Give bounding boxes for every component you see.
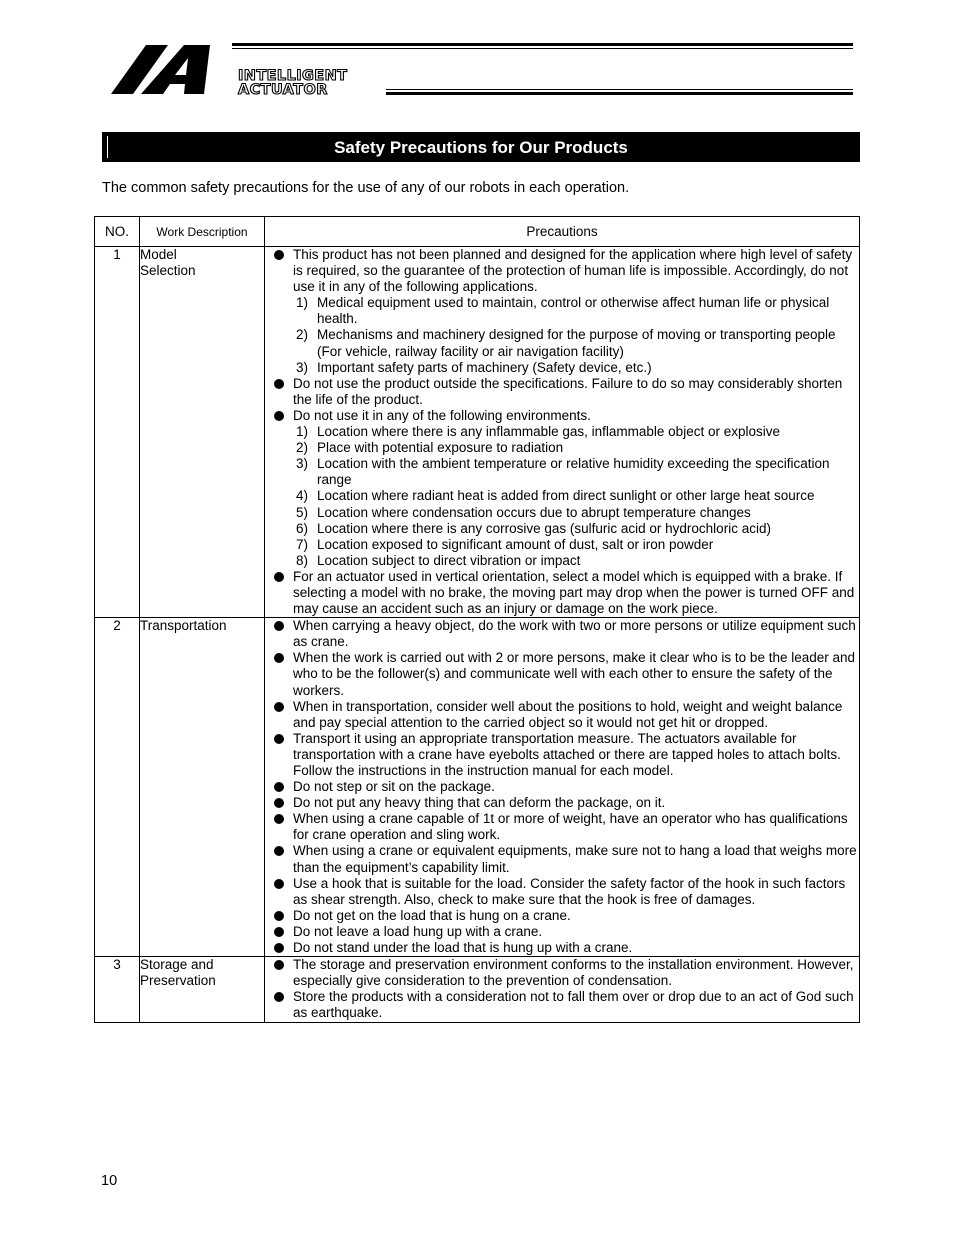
precautions-cell bbox=[265, 618, 860, 957]
bullet-dot-icon bbox=[274, 992, 284, 1002]
precaution-text: When in transportation, consider well about the positions to hold, weight and weight balance and pay special attention to the carried object so it would not get hit or dropped. bbox=[293, 698, 843, 730]
precaution-item bbox=[265, 618, 859, 650]
bullet-dot-icon bbox=[274, 621, 284, 631]
table-body bbox=[95, 247, 860, 1023]
page-number: 10 bbox=[101, 1173, 118, 1189]
table-row bbox=[95, 247, 860, 618]
precaution-text: The storage and preservation environment conforms to the installation environment. However, especially give consideration to the prevention of condensation. bbox=[293, 957, 854, 989]
logo-text-intelligent: INTELLIGENT bbox=[238, 68, 348, 84]
precaution-text: When using a crane or equivalent equipments, make sure not to hang a load that weighs more than the equipment’s capability limit. bbox=[293, 843, 857, 875]
precaution-text: Do not leave a load hung up with a crane. bbox=[293, 923, 543, 939]
row-number: 1 bbox=[95, 247, 140, 618]
subitem-number: 3) bbox=[296, 359, 309, 375]
work-description-cell bbox=[140, 247, 265, 618]
header-no: NO. bbox=[95, 217, 140, 247]
work-description-line: Transportation bbox=[140, 618, 227, 634]
intro-text: The common safety precautions for the use of any of our robots in each operation. bbox=[102, 180, 630, 196]
subitem-number: 3) bbox=[296, 456, 309, 472]
section-title-bar bbox=[102, 132, 860, 162]
precaution-subitem bbox=[265, 521, 859, 537]
table-row bbox=[95, 957, 860, 1022]
bullet-dot-icon bbox=[274, 943, 284, 953]
subitem-number: 7) bbox=[296, 536, 309, 552]
precaution-text: Do not step or sit on the package. bbox=[293, 779, 495, 795]
subitem-text: Location exposed to significant amount of dust, salt or iron powder bbox=[317, 536, 714, 552]
precaution-item bbox=[265, 408, 859, 424]
subitem-text: Location where radiant heat is added from direct sunlight or other large heat source bbox=[317, 488, 815, 504]
subitem-text: Location where there is any corrosive gas (sulfuric acid or hydrochloric acid) bbox=[317, 520, 771, 536]
precaution-item bbox=[265, 989, 859, 1021]
bullet-dot-icon bbox=[274, 411, 284, 421]
precautions-cell bbox=[265, 957, 860, 1022]
logo-text-actuator: ACTUATOR bbox=[238, 82, 328, 98]
subitem-number: 5) bbox=[296, 504, 309, 520]
bullet-dot-icon bbox=[274, 250, 284, 260]
precaution-subitem bbox=[265, 537, 859, 553]
bullet-dot-icon bbox=[274, 379, 284, 389]
precaution-text: Do not use the product outside the specifications. Failure to do so may considerably shorten the life of the product. bbox=[293, 375, 843, 407]
precaution-item bbox=[265, 650, 859, 698]
precaution-text: When using a crane capable of 1t or more of weight, have an operator who has qualifications for crane operation and sling work. bbox=[293, 811, 848, 843]
precaution-text: Transport it using an appropriate transportation measure. The actuators available for transportation with a crane have eyebolts attached or there are tapped holes to attach bolts. Follow the instructions in the instruction manual for each model. bbox=[293, 730, 841, 778]
precaution-item bbox=[265, 876, 859, 908]
subitem-text: Mechanisms and machinery designed for the purpose of moving or transporting people (For vehicle, railway facility or air navigation facility) bbox=[317, 327, 836, 359]
precaution-item bbox=[265, 940, 859, 956]
subitem-text: Important safety parts of machinery (Safety device, etc.) bbox=[317, 359, 652, 375]
bullet-dot-icon bbox=[274, 798, 284, 808]
precaution-subitem bbox=[265, 488, 859, 504]
subitem-number: 1) bbox=[296, 424, 309, 440]
precaution-item bbox=[265, 811, 859, 843]
precaution-text: Do not use it in any of the following environments. bbox=[293, 407, 591, 423]
precaution-text: When carrying a heavy object, do the work with two or more persons or utilize equipment such as crane. bbox=[293, 618, 856, 650]
bullet-dot-icon bbox=[274, 846, 284, 856]
subitem-text: Location with the ambient temperature or relative humidity exceeding the specification range bbox=[317, 456, 830, 488]
subitem-text: Medical equipment used to maintain, control or otherwise affect human life or physical health. bbox=[317, 295, 830, 327]
table-row bbox=[95, 618, 860, 957]
precaution-text: Do not get on the load that is hung on a crane. bbox=[293, 907, 571, 923]
precaution-item bbox=[265, 731, 859, 779]
row-number: 2 bbox=[95, 618, 140, 957]
precaution-item bbox=[265, 908, 859, 924]
precaution-subitem bbox=[265, 456, 859, 488]
precaution-text: Store the products with a consideration not to fall them over or drop due to an act of God such as earthquake. bbox=[293, 989, 854, 1021]
precaution-text: Do not stand under the load that is hung up with a crane. bbox=[293, 940, 633, 956]
subitem-number: 8) bbox=[296, 552, 309, 568]
work-description-line: Selection bbox=[140, 263, 196, 278]
header-work-description: Work Description bbox=[140, 217, 265, 247]
page-title: Safety Precautions for Our Products bbox=[334, 138, 628, 157]
precaution-subitem bbox=[265, 440, 859, 456]
ia-logo-mark-icon bbox=[108, 42, 238, 98]
header-rule-bottom bbox=[386, 89, 853, 90]
work-description-cell bbox=[140, 618, 265, 957]
subitem-text: Location subject to direct vibration or impact bbox=[317, 552, 581, 568]
subitem-number: 2) bbox=[296, 440, 309, 456]
table-header-row bbox=[95, 217, 860, 247]
bullet-dot-icon bbox=[274, 702, 284, 712]
bullet-dot-icon bbox=[274, 960, 284, 970]
precaution-subitem bbox=[265, 553, 859, 569]
subitem-number: 6) bbox=[296, 520, 309, 536]
work-description-line: Preservation bbox=[140, 973, 216, 989]
bullet-dot-icon bbox=[274, 927, 284, 937]
precaution-item bbox=[265, 569, 859, 617]
bullet-dot-icon bbox=[274, 814, 284, 824]
precaution-subitem bbox=[265, 360, 859, 376]
bullet-dot-icon bbox=[274, 734, 284, 744]
precaution-text: When the work is carried out with 2 or more persons, make it clear who is to be the leader and who to be the follower(s) and communicate well with each other to ensure the safety of the workers. bbox=[293, 650, 856, 698]
header-rule-top bbox=[232, 43, 853, 46]
precaution-item bbox=[265, 795, 859, 811]
precaution-subitem bbox=[265, 424, 859, 440]
precaution-subitem bbox=[265, 505, 859, 521]
subitem-text: Location where there is any inflammable gas, inflammable object or explosive bbox=[317, 424, 780, 440]
precaution-item bbox=[265, 924, 859, 940]
precaution-item bbox=[265, 376, 859, 408]
precaution-item bbox=[265, 779, 859, 795]
work-description-cell bbox=[140, 957, 265, 1022]
subitem-number: 1) bbox=[296, 295, 309, 311]
bullet-dot-icon bbox=[274, 911, 284, 921]
header-rule-bottom-thick bbox=[386, 92, 853, 95]
subitem-text: Place with potential exposure to radiation bbox=[317, 440, 564, 456]
subitem-number: 2) bbox=[296, 327, 309, 343]
precaution-subitem bbox=[265, 295, 859, 327]
precaution-item bbox=[265, 957, 859, 989]
precaution-text: Use a hook that is suitable for the load. Consider the safety factor of the hook in such factors as shear strength. Also, check to make sure that the hook is free of damages. bbox=[293, 875, 846, 907]
subitem-text: Location where condensation occurs due to abrupt temperature changes bbox=[317, 504, 751, 520]
subitem-number: 4) bbox=[296, 488, 309, 504]
bullet-dot-icon bbox=[274, 879, 284, 889]
header-precautions: Precautions bbox=[265, 217, 860, 247]
row-number: 3 bbox=[95, 957, 140, 1022]
work-description-line: Storage and bbox=[140, 957, 214, 973]
bullet-dot-icon bbox=[274, 653, 284, 663]
bullet-dot-icon bbox=[274, 782, 284, 792]
bullet-dot-icon bbox=[274, 572, 284, 582]
work-description-line: Model bbox=[140, 247, 177, 262]
precautions-cell bbox=[265, 247, 860, 618]
precaution-item bbox=[265, 699, 859, 731]
precaution-item bbox=[265, 843, 859, 875]
precaution-text: For an actuator used in vertical orientation, select a model which is equipped with a brake. If selecting a model with no brake, the moving part may drop when the power is turned OFF and may cause an accident such as an injury or damage on the work piece. bbox=[293, 568, 855, 617]
precaution-item bbox=[265, 247, 859, 295]
header-rule-top-thin bbox=[232, 48, 853, 49]
precaution-text: Do not put any heavy thing that can deform the package, on it. bbox=[293, 795, 666, 811]
precaution-subitem bbox=[265, 327, 859, 359]
precautions-table bbox=[94, 216, 860, 1023]
precaution-text: This product has not been planned and designed for the application where high level of safety is required, so the guarantee of the protection of human life is impossible. Accordingly, do not use it in any of the following applications. bbox=[293, 247, 853, 295]
